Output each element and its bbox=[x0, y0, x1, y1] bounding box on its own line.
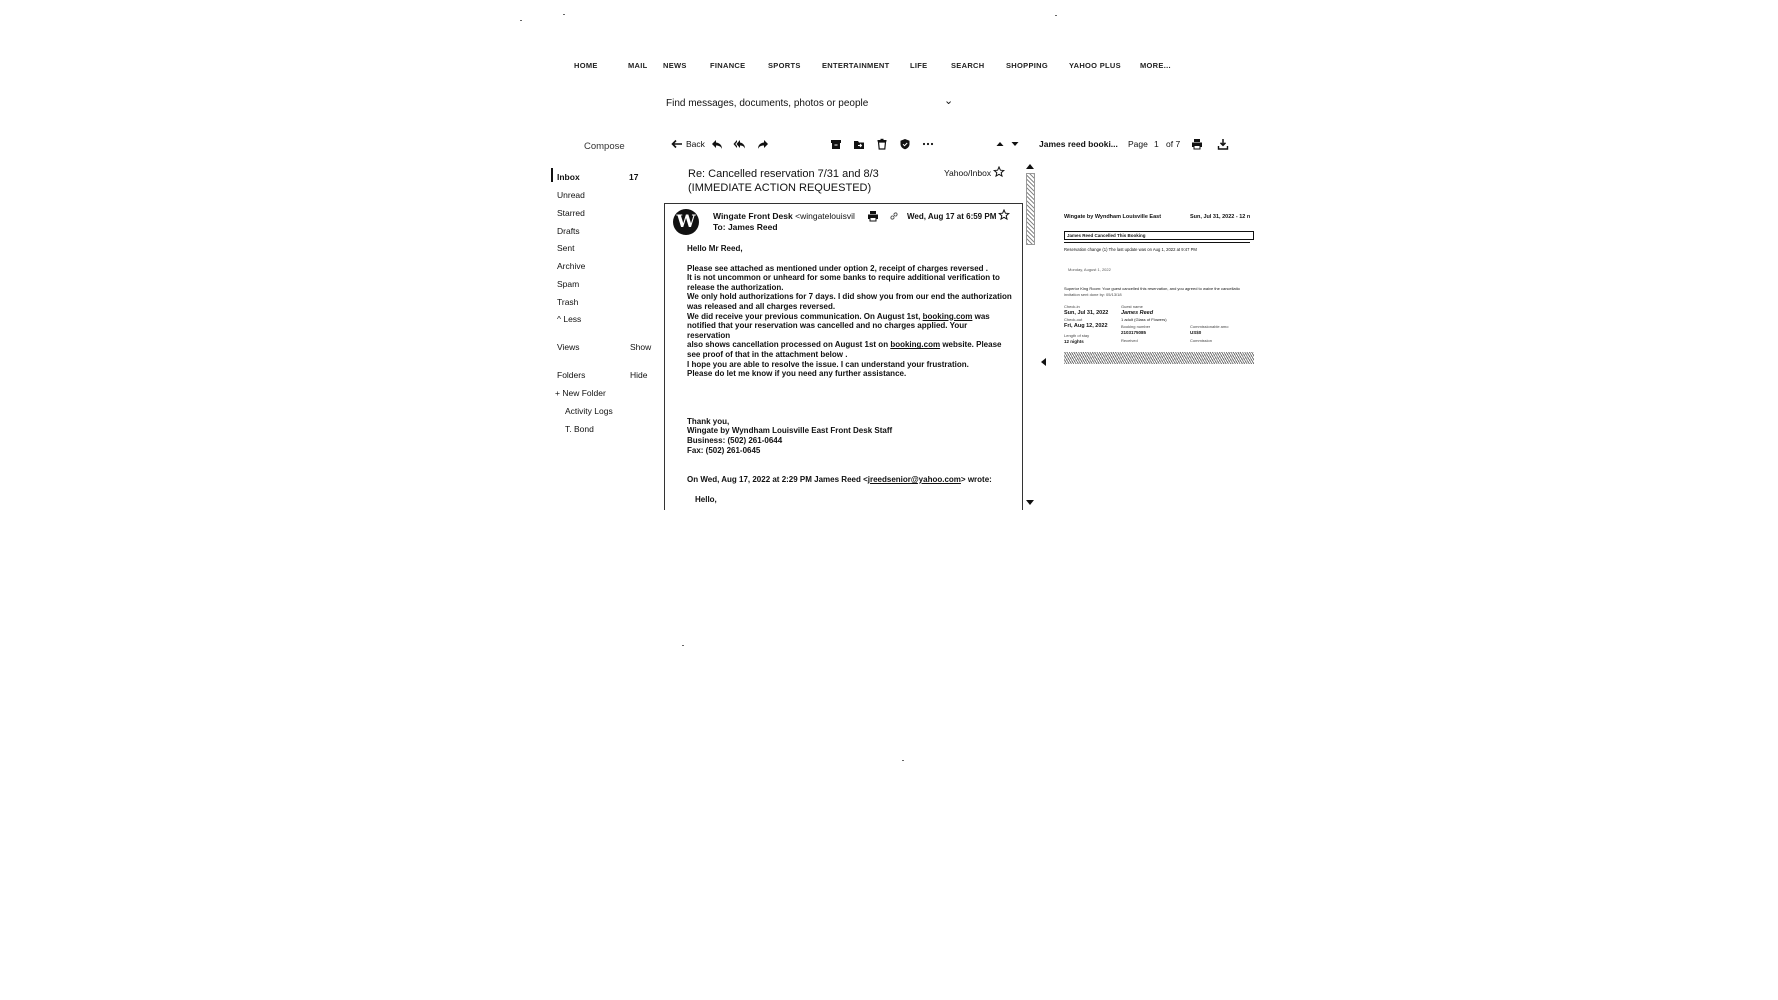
body-line: also shows cancellation processed on August 1st on booking.com website. Please bbox=[687, 340, 1002, 350]
attachment-name: James reed booki... bbox=[1039, 139, 1118, 149]
active-folder-indicator bbox=[551, 168, 553, 182]
preview-sent-line: Monday, August 1, 2022 bbox=[1068, 267, 1111, 272]
search-input[interactable] bbox=[666, 94, 936, 112]
preview-booking-label: Booking number bbox=[1121, 324, 1151, 329]
sidebar-item-starred[interactable]: Starred bbox=[557, 208, 585, 218]
nav-more[interactable]: MORE... bbox=[1140, 61, 1171, 70]
preview-checkout-label: Check-out bbox=[1064, 317, 1083, 322]
body-line: We did receive your previous communication. On August 1st, booking.com was bbox=[687, 311, 990, 321]
sender-avatar: W bbox=[673, 209, 699, 235]
message-panel bbox=[664, 203, 1023, 510]
scroll-up-arrow-icon[interactable] bbox=[1026, 163, 1034, 169]
subject-line: Re: Cancelled reservation 7/31 and 8/3 bbox=[688, 168, 879, 180]
trash-icon[interactable] bbox=[875, 137, 889, 151]
scan-speck bbox=[563, 14, 565, 15]
preview-commission-label: Commissionable amo bbox=[1190, 324, 1229, 329]
preview-policy-2: invitation sent done by: 05/13/18 bbox=[1064, 292, 1122, 297]
quote-header: On Wed, Aug 17, 2022 at 2:29 PM James Reed <jreedsenior@yahoo.com> wrote: bbox=[687, 475, 992, 485]
inbox-unread-count: 17 bbox=[629, 172, 639, 182]
nav-yahoo-plus[interactable]: YAHOO PLUS bbox=[1069, 61, 1121, 70]
preview-scan-noise bbox=[1064, 352, 1254, 364]
signature-line: Fax: (502) 261-0645 bbox=[687, 445, 761, 455]
scan-speck bbox=[520, 20, 522, 21]
preview-rule bbox=[1064, 242, 1250, 243]
archive-icon[interactable] bbox=[829, 137, 843, 151]
star-icon[interactable] bbox=[992, 165, 1006, 179]
print-icon[interactable] bbox=[1190, 137, 1204, 151]
preview-hotel: Wingate by Wyndham Louisville East bbox=[1064, 214, 1162, 220]
back-button[interactable]: Back bbox=[686, 139, 705, 149]
attachment-prev-icon[interactable] bbox=[1040, 358, 1046, 366]
preview-guest-count: 1 adult (Glass of Flowers) bbox=[1121, 317, 1167, 322]
message-body bbox=[687, 244, 1012, 504]
nav-mail[interactable]: MAIL bbox=[628, 61, 648, 70]
nav-sports[interactable]: SPORTS bbox=[768, 61, 801, 70]
body-line: was released and all charges reversed. bbox=[687, 301, 836, 311]
preview-change-note: Reservation change (1) The last update was on Aug 1, 2022 at 9:47 PM bbox=[1064, 247, 1197, 252]
message-scrollbar[interactable] bbox=[1025, 163, 1035, 508]
sidebar-item-activity-logs[interactable]: Activity Logs bbox=[565, 406, 613, 416]
folders-heading: Folders bbox=[557, 370, 586, 380]
body-line: notified that your reservation was cancelled and no charges applied. Your reservation bbox=[687, 321, 968, 340]
body-line: Please see attached as mentioned under option 2, receipt of charges reversed . bbox=[687, 263, 988, 273]
recipient-line: To: James Reed bbox=[713, 222, 778, 232]
signoff: Thank you, bbox=[687, 416, 730, 426]
nav-shopping[interactable]: SHOPPING bbox=[1006, 61, 1048, 70]
scroll-down-arrow-icon[interactable] bbox=[1026, 500, 1034, 506]
preview-date-header: Sun, Jul 31, 2022 - 12 n bbox=[1190, 214, 1251, 220]
print-message-icon[interactable] bbox=[866, 209, 880, 223]
more-options-icon[interactable] bbox=[921, 137, 935, 151]
sender-address: <wingatelouisvil bbox=[795, 211, 855, 221]
preview-booking-number: 2103175085 bbox=[1121, 330, 1147, 335]
sender-name: Wingate Front Desk bbox=[713, 211, 793, 221]
spam-shield-icon[interactable] bbox=[898, 137, 912, 151]
sender-line[interactable] bbox=[713, 211, 855, 221]
download-icon[interactable] bbox=[1216, 137, 1230, 151]
previous-message-icon[interactable] bbox=[993, 137, 1007, 151]
folders-hide-button[interactable]: Hide bbox=[630, 370, 648, 380]
reply-icon[interactable] bbox=[710, 137, 724, 151]
sidebar-item-archive[interactable]: Archive bbox=[557, 261, 586, 271]
body-line: see proof of that in the attachment below . bbox=[687, 349, 848, 359]
message-star-icon[interactable] bbox=[997, 208, 1011, 222]
back-arrow-icon[interactable] bbox=[670, 137, 684, 151]
inline-link[interactable]: booking.com bbox=[890, 340, 941, 350]
nav-entertainment[interactable]: ENTERTAINMENT bbox=[822, 61, 890, 70]
scan-speck bbox=[1055, 15, 1057, 16]
sidebar-item-inbox[interactable]: Inbox bbox=[557, 172, 580, 182]
sidebar-item-unread[interactable]: Unread bbox=[557, 190, 585, 200]
search-bar bbox=[666, 94, 962, 112]
sidebar-item-trash[interactable]: Trash bbox=[557, 297, 579, 307]
link-icon[interactable] bbox=[887, 209, 901, 223]
body-line: release the authorization. bbox=[687, 282, 784, 292]
preview-commission2-label: Commission bbox=[1190, 338, 1213, 343]
sidebar-item-spam[interactable]: Spam bbox=[557, 279, 580, 289]
inline-link[interactable]: jreedsenior@yahoo.com bbox=[867, 475, 961, 485]
attachment-preview[interactable] bbox=[1064, 212, 1254, 372]
body-line: Please do let me know if you need any further assistance. bbox=[687, 369, 907, 379]
signature-line: Wingate by Wyndham Louisville East Front Desk Staff bbox=[687, 426, 893, 436]
preview-received-label: Received bbox=[1121, 338, 1138, 343]
page-total: of 7 bbox=[1166, 139, 1181, 149]
message-folder-path[interactable]: Yahoo/Inbox bbox=[944, 168, 992, 178]
views-heading: Views bbox=[557, 342, 580, 352]
preview-checkout: Fri, Aug 12, 2022 bbox=[1064, 323, 1108, 329]
body-line: I hope you are able to resolve the issue. I can understand your frustration. bbox=[687, 359, 969, 369]
sidebar-item-sent[interactable]: Sent bbox=[557, 243, 575, 253]
page-label: Page bbox=[1128, 139, 1148, 149]
body-line: It is not uncommon or unheard for some banks to require additional verification to bbox=[687, 273, 1000, 283]
preview-banner: James Reed Cancelled This Booking bbox=[1064, 231, 1254, 240]
compose-button[interactable]: Compose bbox=[584, 141, 625, 152]
sidebar-item-drafts[interactable]: Drafts bbox=[557, 226, 580, 236]
sidebar-item-t-bond[interactable]: T. Bond bbox=[565, 424, 594, 434]
nav-life[interactable]: LIFE bbox=[910, 61, 928, 70]
message-subject bbox=[688, 167, 908, 195]
move-folder-icon[interactable] bbox=[852, 137, 866, 151]
preview-policy: Superior King Room: Your guest cancelled this reservation, and you agreed to waive the cancellatio bbox=[1064, 286, 1240, 291]
preview-checkin-label: Check-in bbox=[1064, 304, 1080, 309]
scan-speck bbox=[682, 645, 684, 646]
signature-line: Business: (502) 261-0644 bbox=[687, 435, 783, 445]
greeting: Hello Mr Reed, bbox=[687, 244, 743, 253]
preview-los-label: Length of stay bbox=[1064, 333, 1090, 338]
scan-speck bbox=[902, 760, 904, 761]
preview-guest: James Reed bbox=[1121, 310, 1154, 316]
nav-finance[interactable]: FINANCE bbox=[710, 61, 746, 70]
forward-icon[interactable] bbox=[756, 137, 770, 151]
views-show-button[interactable]: Show bbox=[630, 342, 652, 352]
message-date: Wed, Aug 17 at 6:59 PM bbox=[907, 212, 997, 221]
subject-line: (IMMEDIATE ACTION REQUESTED) bbox=[688, 182, 872, 194]
nav-search[interactable]: SEARCH bbox=[951, 61, 985, 70]
nav-news[interactable]: NEWS bbox=[663, 61, 687, 70]
sidebar-toggle-less[interactable]: ^ Less bbox=[557, 314, 582, 324]
preview-guest-label: Guest name bbox=[1121, 304, 1143, 309]
body-line: We only hold authorizations for 7 days. I did show you from our end the authorization bbox=[687, 292, 1012, 302]
quoted-greeting: Hello, bbox=[695, 494, 717, 504]
chevron-down-icon[interactable]: ⌄ bbox=[944, 95, 954, 107]
nav-home[interactable]: HOME bbox=[574, 61, 598, 70]
inline-link[interactable]: booking.com bbox=[922, 311, 973, 321]
scroll-thumb[interactable] bbox=[1026, 173, 1035, 245]
preview-checkin: Sun, Jul 31, 2022 bbox=[1064, 310, 1109, 316]
reply-all-icon[interactable] bbox=[732, 137, 746, 151]
page-number-input[interactable]: 1 bbox=[1154, 139, 1159, 149]
preview-commission: US$0 bbox=[1190, 330, 1202, 335]
preview-los: 12 nights bbox=[1064, 339, 1084, 344]
new-folder-button[interactable]: + New Folder bbox=[555, 388, 606, 398]
next-message-icon[interactable] bbox=[1008, 137, 1022, 151]
